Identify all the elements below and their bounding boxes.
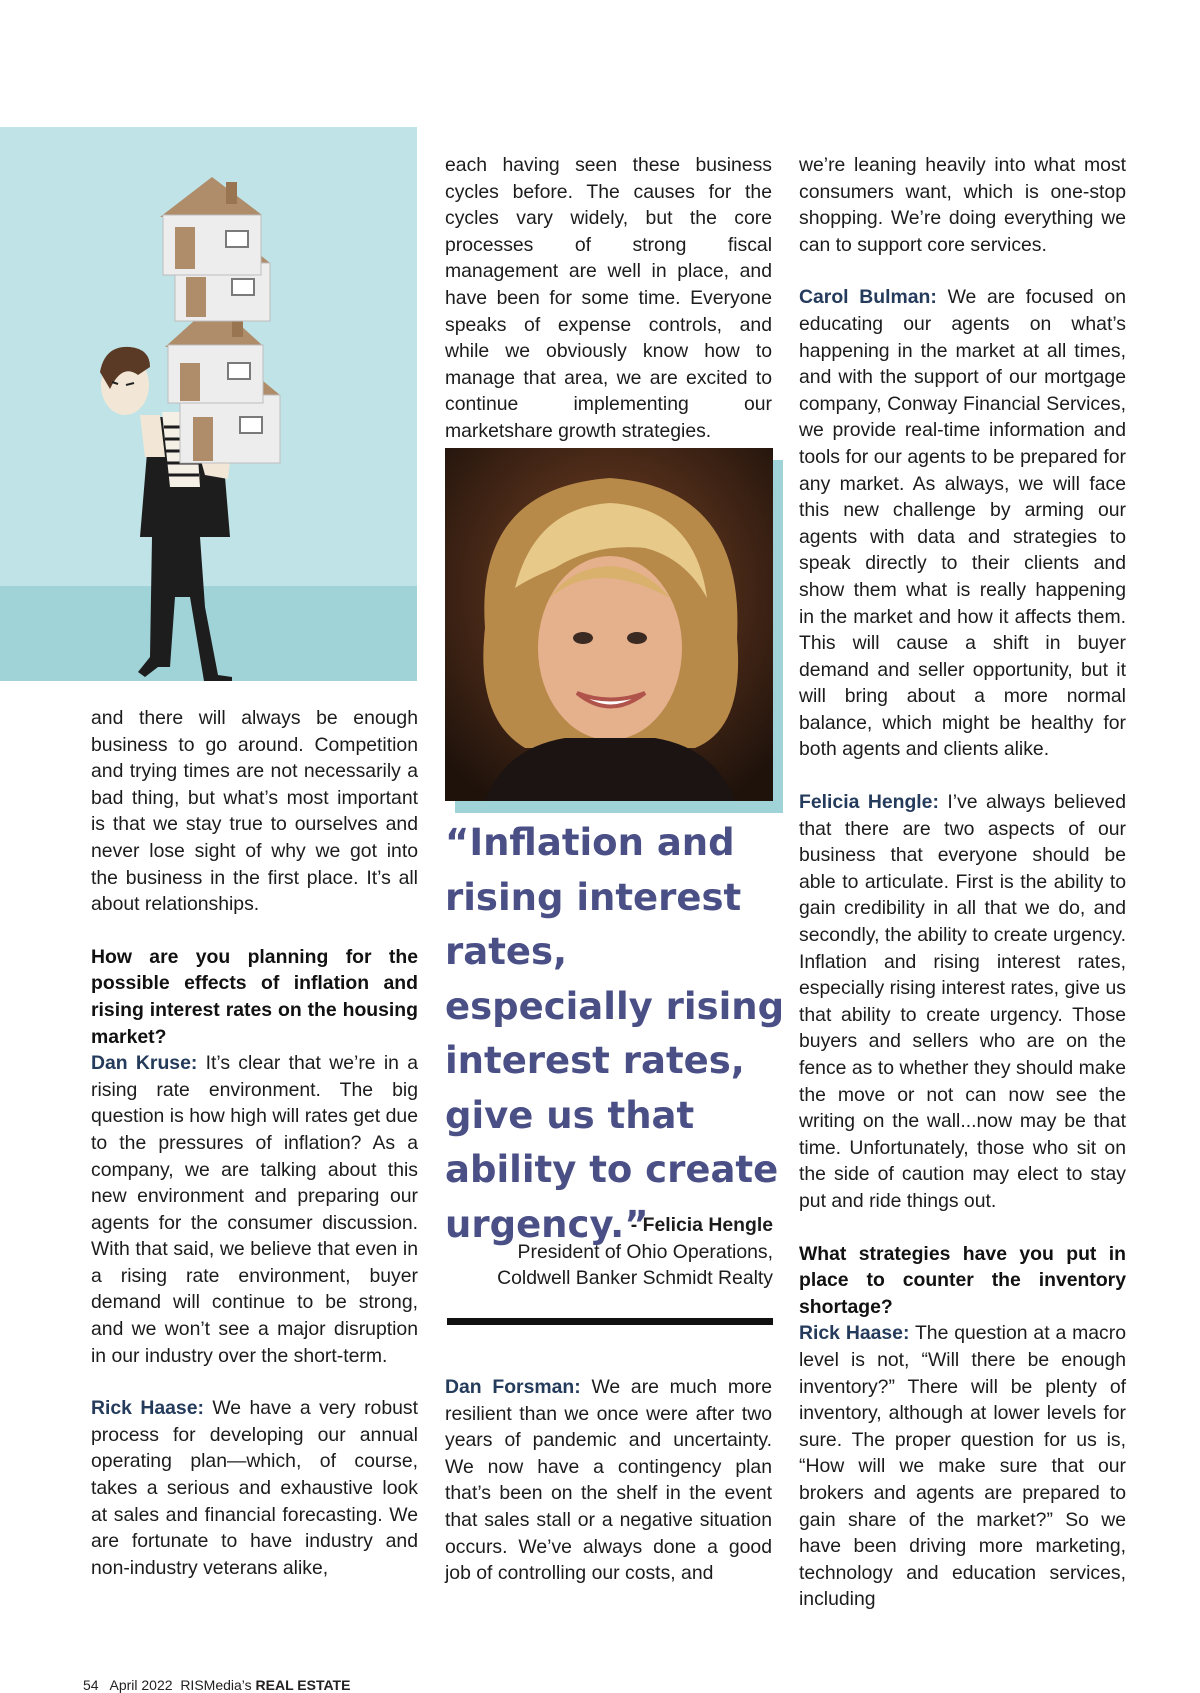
speaker-name: Dan Forsman: xyxy=(445,1376,581,1398)
page-number: 54 xyxy=(83,1677,99,1693)
portrait-photo xyxy=(445,448,773,801)
pull-quote: “Inflation and rising interest rates, especially rising interest rates, give us that ability to create urgency.” xyxy=(445,821,785,1246)
publication-name: RISMedia’s xyxy=(180,1677,252,1693)
speaker-name: Felicia Hengle: xyxy=(799,791,939,814)
speaker-name: Dan Kruse: xyxy=(91,1052,198,1075)
col2-forsman-answer xyxy=(445,1374,772,1587)
answer-text: I’ve always believed that there are two aspects of our business that everyone should be able to articulate. First is the ability to gain credibility in all that we do, and secondly, the ability to create urgency. Inflation and rising interest rates, especially rising interest rates, give us that ability to create urgency. Those buyers and sellers who are on the fence as to whether they should make the move or not can now see the writing on the wall...now may be that time. Unfortunately, those who sit on the side of caution may elect to stay put and ride things out. xyxy=(799,791,1126,1212)
issue-date: April 2022 xyxy=(109,1677,173,1693)
speaker-name: Carol Bulman: xyxy=(799,286,937,309)
answer-text: It’s clear that we’re in a rising rate environment. The big question is how high will rates get due to the pressures of inflation? As a company, we are talking about this new environment and preparing our agents for the consumer discussion. With that said, we believe that even in a rising rate environment, buyer demand will continue to be strong, and we won’t see a major disruption in our industry over the short-term. xyxy=(91,1052,418,1367)
column-2-lower xyxy=(445,1374,772,1587)
col3-bulman-answer xyxy=(799,284,1126,763)
column-1 xyxy=(91,705,418,1581)
attribution-name: - Felicia Hengle xyxy=(630,1214,773,1236)
house-4 xyxy=(160,177,262,275)
speaker-name: Rick Haase: xyxy=(799,1322,910,1345)
illustration-man-carrying-houses xyxy=(0,127,417,681)
answer-text: We are much more resilient than we once were after two years of pandemic and uncertainty. We now have a contingency plan that’s been on the shelf in the event that sales stall or a negative situation occurs. We’ve always done a good job of controlling our costs, and xyxy=(445,1376,772,1585)
col2-paragraph: each having seen these business cycles before. The causes for the cycles vary widely, but the core processes of strong fiscal management are well in place, and have been for some time. Everyone speaks of expense controls, and while we obviously know how to manage that area, we are excited to continue implementing our marketshare growth strategies. xyxy=(445,154,772,442)
col3-paragraph: we’re leaning heavily into what most consumers want, which is one-stop shopping. We’re doing everything we can to support core services. xyxy=(799,154,1126,256)
answer-text: We are focused on educating our agents on what’s happening in the market at all times, and with the support of our mortgage company, Conway Financial Services, we provide real-time information and tools for our agents to be prepared for any market. As always, we will face this new challenge by arming our agents with data and strategies to speak directly to their clients and show them what is really happening in the market and how it affects them. This will cause a shift in buyer demand and seller opportunity, but it will bring about a more normal balance, which might be healthy for both agents and clients alike. xyxy=(799,286,1127,761)
attribution-title: President of Ohio Operations, xyxy=(517,1240,773,1263)
houses-stack-graphic xyxy=(0,127,417,681)
column-2 xyxy=(445,152,772,445)
col3-question: What strategies have you put in place to counter the inventory shortage? xyxy=(799,1242,1126,1318)
page-footer xyxy=(83,1677,350,1693)
col3-haase-answer xyxy=(799,1320,1126,1613)
col1-haase-answer xyxy=(91,1395,418,1581)
section-name: REAL ESTATE xyxy=(255,1677,351,1693)
attribution-company: Coldwell Banker Schmidt Realty xyxy=(497,1267,773,1290)
portrait-graphic xyxy=(445,448,773,801)
col1-kruse-answer xyxy=(91,1050,418,1369)
answer-text: We have a very robust process for developing our annual operating plan—which, of course, takes a serious and exhaustive look at sales and financial forecasting. We are fortunate to have industry and non-industry veterans alike, xyxy=(91,1397,418,1579)
column-3 xyxy=(799,152,1126,1613)
pull-quote-attribution xyxy=(445,1212,773,1292)
divider-rule xyxy=(447,1318,773,1325)
answer-text: The question at a macro level is not, “Will there be enough inventory?” There will be plenty of inventory, although at lower levels for sure. The proper question for us is, “How will we make sure that our brokers and agents are prepared to gain share of the market?” So we have been driving more marketing, technology and education services, including xyxy=(799,1322,1126,1611)
col1-question: How are you planning for the possible effects of inflation and rising interest rates on the housing market? xyxy=(91,945,418,1048)
col3-hengle-answer xyxy=(799,789,1126,1215)
col1-paragraph: and there will always be enough business to go around. Competition and trying times are not necessarily a bad thing, but what’s most important is that we stay true to ourselves and never lose sight of why we got into the business in the first place. It’s all about relationships. xyxy=(91,707,418,916)
speaker-name: Rick Haase: xyxy=(91,1397,204,1420)
